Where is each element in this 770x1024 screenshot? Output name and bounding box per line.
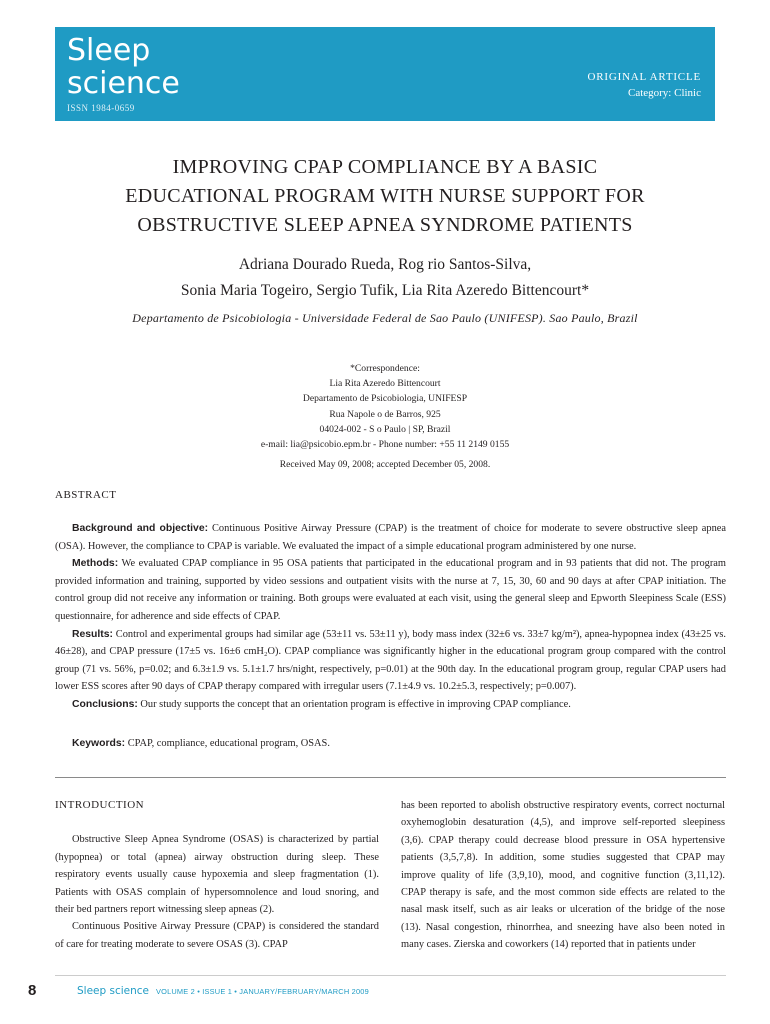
abstract-results [55,626,726,696]
body-column-right [401,797,725,954]
methods-text: We evaluated CPAP compliance in 95 OSA patients that participated in the educational program and in 93 patients that did not. The program provided information and training, supported by video sessions and outpatient visits with the nurse at 7, 15, 30, 60 and 90 days at after CPAP initiation. The control group did not receive any information or training. Both groups were evaluated at each visit, using the general sleep and Epworth Sleepiness Scale (ESS) questionnaire, for adherence and side effects of CPAP. [55,558,726,622]
journal-banner [55,27,715,121]
abstract-conclusions [55,696,726,714]
body-paragraph: Continuous Positive Airway Pressure (CPAP) is considered the standard of care for treating moderate to severe OSAS (3). CPAP [55,921,379,950]
page-number: 8 [28,982,37,999]
keywords [55,738,726,749]
body-paragraph: Obstructive Sleep Apnea Syndrome (OSAS) is characterized by partial (hypopnea) or total (apnea) airway obstruction during sleep. These respiratory events usually cause hypoxemia and sleep fragmentation (1). Patients with OSAS complain of hypersomnolence and loud snoring, and their bed partners report witnessing sleep apneas (2). [55,834,379,916]
issn: ISSN 1984-0659 [67,103,135,113]
correspondence-line: Departamento de Psicobiologia, UNIFESP [302,393,468,405]
footer-volume-info: VOLUME 2 • ISSUE 1 • JANUARY/FEBRUARY/MARCH 2009 [156,987,369,996]
article-category: Category: Clinic [627,87,701,99]
article-title [60,153,710,240]
abstract-body [55,520,726,714]
abstract-heading: ABSTRACT [55,489,117,501]
correspondence-line: *Correspondence: [350,363,420,374]
title-line: IMPROVING CPAP COMPLIANCE BY A BASIC [172,156,598,178]
correspondence-block [160,361,610,452]
journal-logo-science: science [67,66,180,101]
body-paragraph: has been reported to abolish obstructive respiratory events, correct nocturnal oxyhemoglobin desaturation (4,5), and improve self-reported sleepiness (3,6). CPAP therapy could decrease blood pressure in OSA hypertensive patients (3,5,7,8). In addition, some studies suggested that CPAP may improve quality of life (3,9,10), mood, and cognitive function (3,11,12). CPAP therapy is safe, and the most common side effects are related to the nasal mask itself, such as air leaks or ulceration of the bridge of the nose (13). Nasal congestion, rhinorrhea, and sneezing have also been noted in many cases. Zierska and coworkers (14) reported that in patients under [401,800,725,951]
correspondence-email-line[interactable]: e-mail: lia@psicobio.epm.br - Phone number: +55 11 2149 0155 [260,439,510,451]
conclusions-label: Conclusions: [72,698,138,710]
affiliation: Departamento de Psicobiologia - Universidade Federal de Sao Paulo (UNIFESP). Sao Paulo, Brazil [132,311,638,325]
journal-logo-sleep: Sleep [67,33,151,68]
background-text: Continuous Positive Airway Pressure (CPAP) is the treatment of choice for moderate to severe obstructive sleep apnea (OSA). However, the compliance to CPAP is variable. We evaluated the impact of a simple educational program administered by one nurse. [55,523,726,552]
correspondence-line: Lia Rita Azeredo Bittencourt [329,378,441,390]
authors-line: Adriana Dourado Rueda, Rog rio Santos-Silva, [238,256,532,273]
keywords-text: CPAP, compliance, educational program, OSAS. [125,738,330,749]
authors-line: Sonia Maria Togeiro, Sergio Tufik, Lia Rita Azeredo Bittencourt* [180,282,590,299]
methods-label: Methods: [72,558,119,570]
abstract-background [55,520,726,555]
section-divider [55,777,726,778]
background-label: Background and objective: [72,523,209,534]
article-type: ORIGINAL ARTICLE [587,71,701,83]
body-column-left [55,797,379,953]
correspondence-line: Rua Napole o de Barros, 925 [329,408,441,420]
introduction-heading: INTRODUCTION [55,799,145,811]
results-text: Control and experimental groups had similar age (53±11 vs. 53±11 y), body mass index (32±6 vs. 33±7 kg/m²), apnea-hypopnea index (43±25 vs. 46±28), and CPAP pressure (17±5 vs. 16±6 cmH₂O). CPAP compliance was significantly higher in the educational program group compared with the control group (71 vs. 56%, p=0.02; and 6.3±1.9 vs. 5.1±1.7 hrs/night, respectively, p=0.01) at the 90th day. In the educational program group, regular CPAP users had lower ESS scores after 90 days of CPAP therapy compared with irregular users (7.1±4.9 vs. 10.2±5.3, respectively; p=0.007). [55,628,726,693]
correspondence-line: 04024-002 - S o Paulo | SP, Brazil [319,423,451,435]
footer-journal-logo: Sleep science [77,985,150,997]
title-line: OBSTRUCTIVE SLEEP APNEA SYNDROME PATIENTS [137,214,633,236]
received-dates: Received May 09, 2008; accepted December 05, 2008. [279,459,491,470]
keywords-label: Keywords: [72,738,126,749]
abstract-methods [55,555,726,625]
results-label: Results: [72,628,113,640]
footer-divider [55,975,726,976]
conclusions-text: Our study supports the concept that an orientation program is effective in improving CPAP compliance. [137,698,571,710]
author-list [60,252,710,304]
title-line: EDUCATIONAL PROGRAM WITH NURSE SUPPORT FOR [125,185,645,207]
